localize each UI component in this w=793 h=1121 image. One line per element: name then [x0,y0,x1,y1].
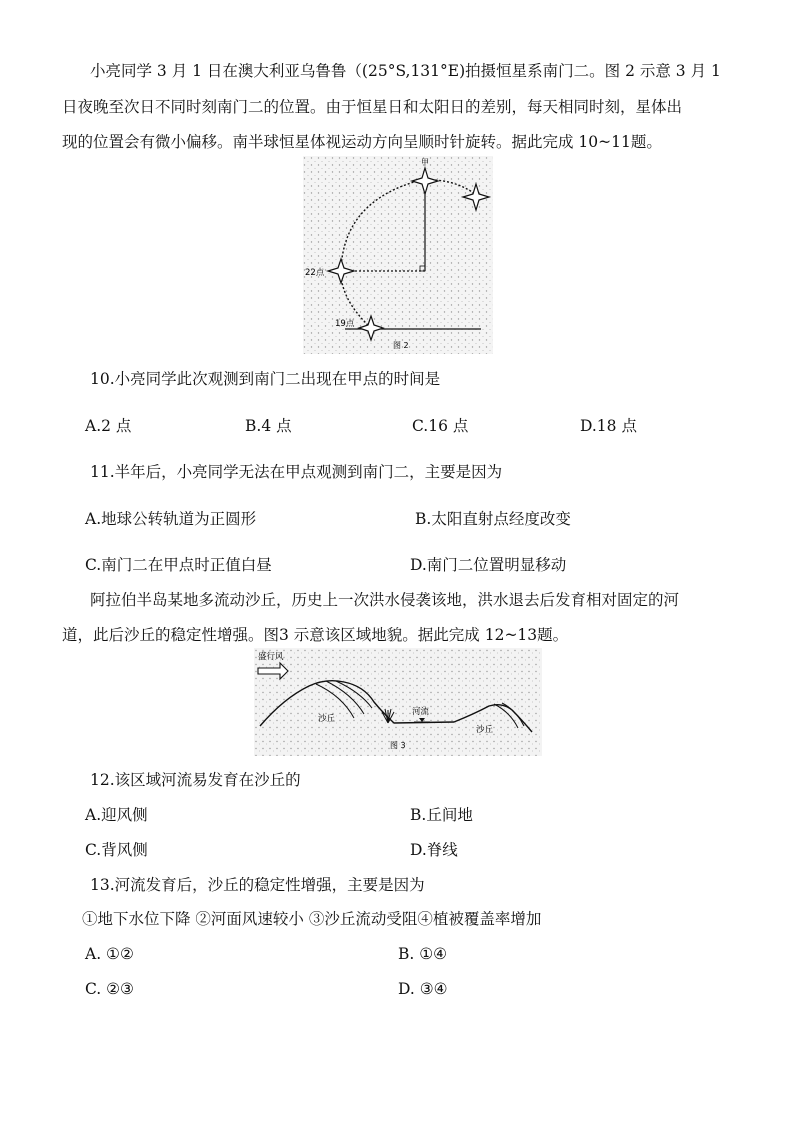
passage2-line1: 阿拉伯半岛某地多流动沙丘，历史上一次洪水侵袭该地，洪水退去后发育相对固定的河 [90,591,680,609]
q11-option-a: A.地球公转轨道为正圆形 [85,510,257,528]
q10-option-d: D.18 点 [580,417,637,435]
dune-left-label: 沙丘 [318,714,336,724]
q10-stem: 10.小亮同学此次观测到南门二出现在甲点的时间是 [90,370,441,388]
q12-option-a: A.迎风侧 [85,806,148,824]
passage1-line3: 现的位置会有微小偏移。南半球恒星体视运动方向呈顺时针旋转。据此完成 10~11题。 [62,133,662,151]
q12-option-d: D.脊线 [410,841,458,859]
label-19: 19点 [335,319,355,329]
label-jia: 甲 [421,158,429,167]
figure-2-caption: 图 2 [393,341,409,350]
passage2-line2: 道，此后沙丘的稳定性增强。图3 示意该区域地貌。据此完成 12~13题。 [62,626,569,644]
q12-stem: 12.该区域河流易发育在沙丘的 [90,771,301,789]
q13-stem: 13.河流发育后，沙丘的稳定性增强，主要是因为 [90,876,425,894]
q11-option-d: D.南门二位置明显移动 [410,556,567,574]
figure-3-background [254,648,542,756]
q10-option-c: C.16 点 [412,417,469,435]
figure-3-diagram [254,648,542,756]
q13-option-b: B. ①④ [398,945,448,963]
figure-2-background [303,156,493,354]
q12-option-c: C.背风侧 [85,841,148,859]
dune-right-label: 沙丘 [476,725,494,735]
q13-items: ①地下水位下降 ②河面风速较小 ③沙丘流动受阻④植被覆盖率增加 [82,910,542,928]
q13-option-c: C. ②③ [85,980,134,998]
river-label: 河流 [412,707,430,717]
wind-label: 盛行风 [258,652,284,662]
q10-option-a: A.2 点 [85,417,132,435]
q11-option-b: B.太阳直射点经度改变 [415,510,571,528]
passage1-line2: 日夜晚至次日不同时刻南门二的位置。由于恒星日和太阳日的差别，每天相同时刻，星体出 [62,98,683,116]
q13-option-d: D. ③④ [398,980,448,998]
figure-3 [254,648,542,756]
figure-2 [303,156,493,354]
q10-option-b: B.4 点 [245,417,292,435]
label-22: 22点 [305,268,325,278]
figure-2-diagram [303,156,493,354]
q11-option-c: C.南门二在甲点时正值白昼 [85,556,272,574]
figure-3-caption: 图 3 [390,741,406,750]
q11-stem: 11.半年后，小亮同学无法在甲点观测到南门二，主要是因为 [90,463,503,481]
q12-option-b: B.丘间地 [410,806,473,824]
passage1-line1: 小亮同学 3 月 1 日在澳大利亚乌鲁鲁（(25°S,131°E)拍摄恒星系南门二。图 2 示意 3 月 1 [90,62,721,80]
q13-option-a: A. ①② [85,945,134,963]
